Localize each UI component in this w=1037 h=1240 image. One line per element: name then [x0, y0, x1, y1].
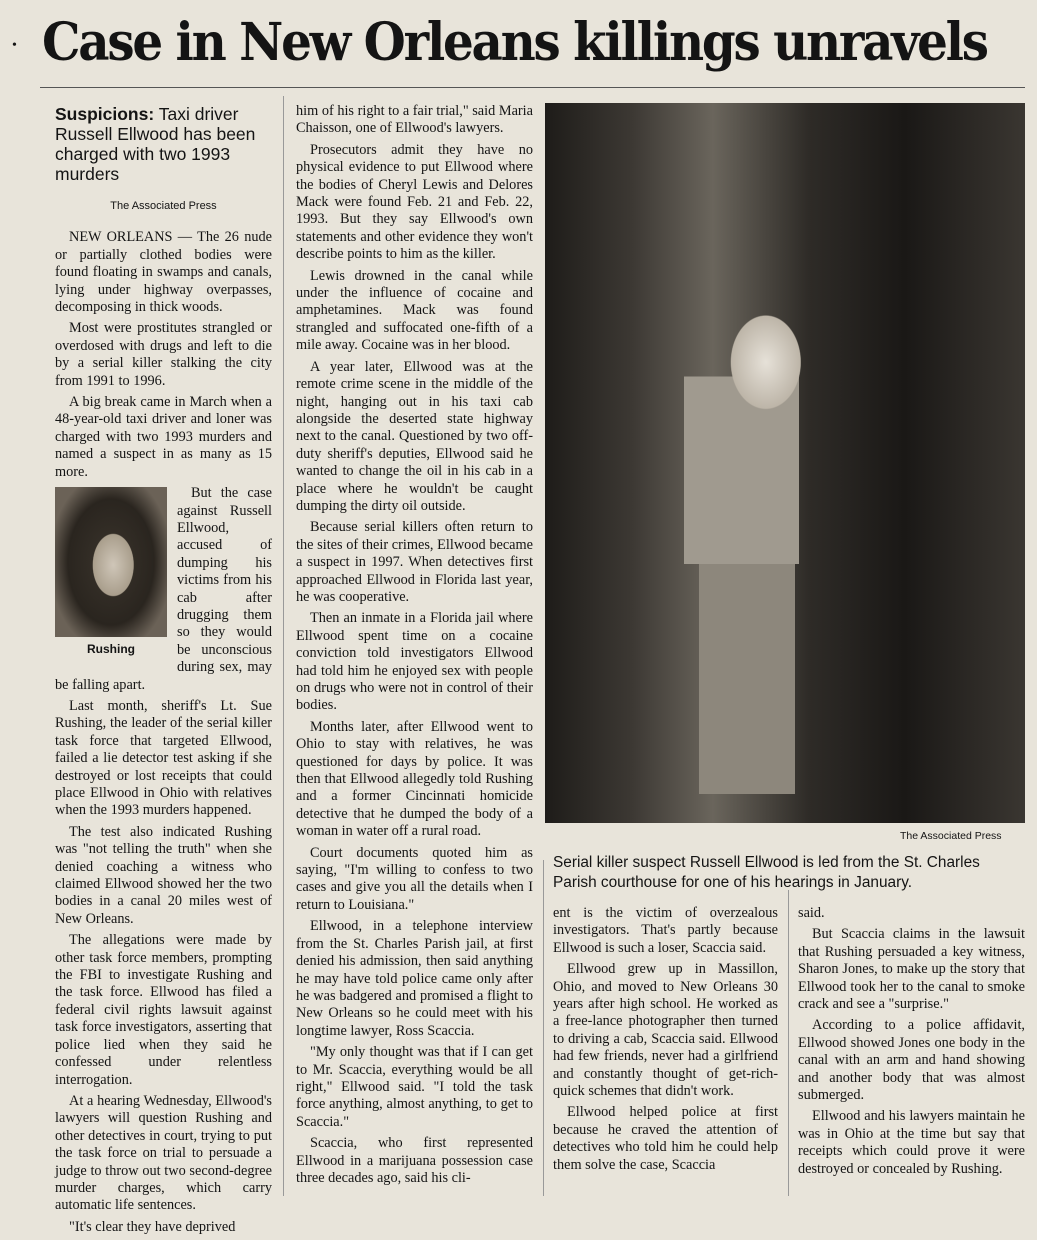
paragraph: The allegations were made by other task force members, prompting the FBI to investigate Rushing and the task force. Ellwood has filed a federal civil rights lawsuit against task force investigators, asserting that police lied when they said he confessed under relentless interrogation. — [55, 932, 272, 1088]
column-2 — [296, 103, 533, 1191]
paragraph: But Scaccia claims in the lawsuit that Rushing persuaded a key witness, Sharon Jones, to make up the story that Ellwood took her to the canal to smoke crack and see a "surprise." — [798, 926, 1025, 1013]
deck-text: Taxi driver Russell Ellwood has been charged with two 1993 murders — [55, 104, 256, 184]
story-deck — [55, 104, 272, 184]
paragraph: A big break came in March when a 48-year-old taxi driver and loner was charged with two 1993 murders and named a suspect in as many as 15 more. — [55, 394, 272, 480]
column-rule-3 — [788, 890, 789, 1196]
paragraph: The test also indicated Rushing was "not telling the truth" when she denied coaching a witness who claimed Ellwood showed her the two bodies in a canal 20 miles west of New Orleans. — [55, 823, 272, 927]
paragraph: Because serial killers often return to the sites of their crimes, Ellwood became a suspect in 1997. When detectives first approached Ellwood in Florida last year, he was cooperative. — [296, 519, 533, 605]
paragraph: Court documents quoted him as saying, "I'm willing to confess to two cases and give you all the details when I return to Louisiana." — [296, 844, 533, 913]
paragraph: said. — [798, 905, 825, 921]
byline: The Associated Press — [110, 200, 217, 212]
paragraph: ent is the victim of overzealous investigators. That's partly because Ellwood is such a loser, Scaccia said. — [553, 905, 778, 956]
news-photo — [545, 103, 1025, 823]
paragraph: Lewis drowned in the canal while under the influence of cocaine and amphetamines. Mack was found strangled and suffocated one-fifth of a mile away. Cocaine was in her blood. — [296, 267, 533, 354]
headline-rule — [40, 87, 1025, 88]
paragraph: According to a police affidavit, Ellwood showed Jones one body in the canal with an arm and hand showing and another body that was almost submerged. — [798, 1017, 1025, 1104]
column-3 — [553, 905, 778, 1178]
paragraph: NEW ORLEANS — The 26 nude or partially clothed bodies were found floating in swamps and canals, lying under highway overpasses, decomposing in thick woods. — [55, 229, 272, 316]
paragraph: At a hearing Wednesday, Ellwood's lawyers will question Rushing and other detectives in court, trying to put the task force on trial to persuade a judge to throw out two second-degree murder charges, which carry automatic life sentences. — [55, 1092, 272, 1214]
paragraph: Last month, sheriff's Lt. Sue Rushing, the leader of the serial killer task force that targeted Ellwood, failed a lie detector test asking if she destroyed or lost receipts that could place Ellwood in Ohio with relatives when the 1993 murders happened. — [55, 697, 272, 819]
paragraph: Prosecutors admit they have no physical evidence to put Ellwood where the bodies of Cheryl Lewis and Delores Mack were found Feb. 21 and Feb. 22, 1993. But they say Ellwood's own statements and other evidence they won't describe points to him as the killer. — [296, 141, 533, 263]
paragraph: Then an inmate in a Florida jail where Ellwood spent time on a cocaine conviction told investigators Ellwood had told him he enjoyed sex with people on drugs who were not in control of their bodies. — [296, 610, 533, 714]
paragraph: him of his right to a fair trial," said Maria Chaisson, one of Ellwood's lawyers. — [296, 103, 533, 137]
paragraph: Months later, after Ellwood went to Ohio to stay with relatives, he was questioned for days by police. It was then that Ellwood allegedly told Rushing and a former Cincinnati homicide detective that he dumped the body of a woman in water off a rural road. — [296, 718, 533, 840]
column-1 — [55, 104, 272, 1240]
mugshot-caption: Rushing — [87, 642, 135, 657]
column-rule-2 — [543, 860, 544, 1196]
paragraph: Ellwood and his lawyers maintain he was in Ohio at the time but say that receipts which could prove it were destroyed or concealed by Rushing. — [798, 1108, 1025, 1177]
bullet-mark: • — [12, 38, 17, 53]
photo-credit: The Associated Press — [900, 830, 1002, 842]
column-rule-1 — [283, 96, 284, 1196]
column-4 — [798, 905, 1025, 1182]
headline: Case in New Orleans killings unravels — [42, 12, 987, 73]
paragraph: Ellwood helped police at first because he craved the attention of detectives who told him he could help them solve the case, Scaccia — [553, 1104, 778, 1173]
deck-label: Suspicions: — [55, 104, 155, 124]
paragraph: Ellwood, in a telephone interview from the St. Charles Parish jail, at first denied his admission, then said anything he may have told police came only after he was badgered and promised a flight to New Orleans so he could meet with his longtime lawyer, Ross Scaccia. — [296, 918, 533, 1039]
mugshot-photo — [55, 487, 167, 637]
paragraph: "It's clear they have deprived — [69, 1218, 236, 1235]
paragraph: "My only thought was that if I can get to Mr. Scaccia, everything would be all right," Ellwood said. "I told the task force anything, almost anything, to get to Scaccia." — [296, 1044, 533, 1130]
paragraph: Ellwood grew up in Massillon, Ohio, and moved to New Orleans 30 years after high school. He worked as a free-lance photographer then turned to driving a cab, Scaccia said. Ellwood had few friends, never had a girlfriend and constantly thought of get-rich-quick schemes that didn't work. — [553, 961, 778, 1100]
paragraph: A year later, Ellwood was at the remote crime scene in the middle of the night, hanging out in his taxi cab alongside the deserted state highway next to the canal. Questioned by two off-duty sheriff's deputies, Ellwood said he wanted to change the oil in his cab in a place where he wouldn't be caught dumping the dirty oil outside. — [296, 358, 533, 514]
paragraph: But the case against Russell Ellwood, accused of dumping his victims from his cab after drugging them so they would be unconscious during sex, may be falling apart. — [55, 485, 272, 693]
paragraph: Scaccia, who first represented Ellwood in a marijuana possession case three decades ago, said his cli- — [296, 1135, 533, 1186]
paragraph: Most were prostitutes strangled or overdosed with drugs and left to die by a serial killer stalking the city from 1991 to 1996. — [55, 320, 272, 389]
photo-caption: Serial killer suspect Russell Ellwood is led from the St. Charles Parish courthouse for one of his hearings in January. — [553, 854, 980, 891]
